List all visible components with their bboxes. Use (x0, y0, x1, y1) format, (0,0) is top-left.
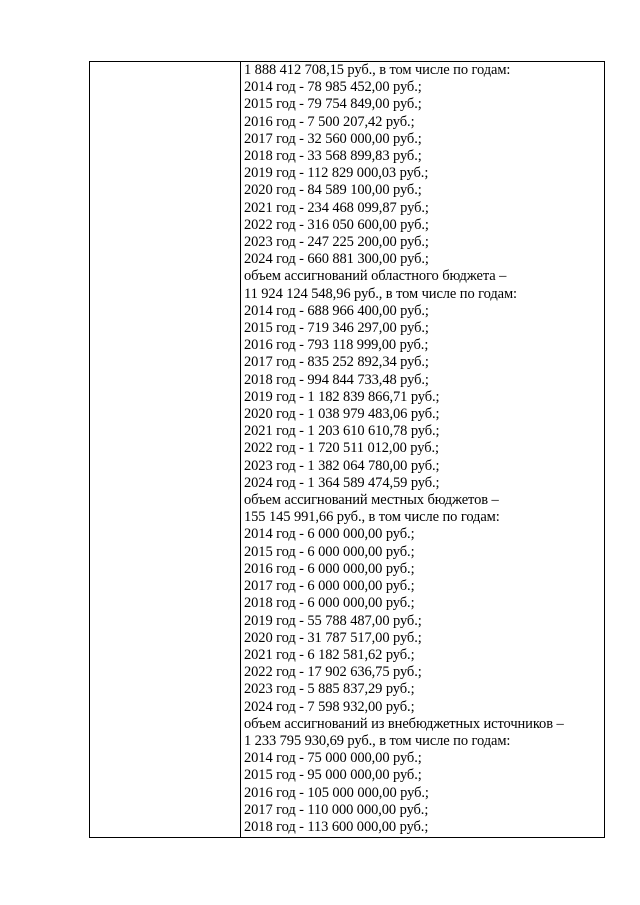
funding-line: 2022 год - 316 050 600,00 руб.; (244, 216, 429, 233)
funding-line: 2023 год - 1 382 064 780,00 руб.; (244, 457, 440, 474)
funding-line: 155 145 991,66 руб., в том числе по годам: (244, 509, 500, 526)
funding-line: 2015 год - 79 754 849,00 руб.; (244, 96, 422, 113)
funding-line: 2019 год - 55 788 487,00 руб.; (244, 612, 422, 629)
funding-line: объем ассигнований из внебюджетных источников – (244, 715, 564, 732)
funding-line: 2022 год - 1 720 511 012,00 руб.; (244, 440, 439, 457)
funding-line: 2021 год - 6 182 581,62 руб.; (244, 646, 415, 663)
table-value-cell (241, 62, 604, 837)
funding-line: 2014 год - 6 000 000,00 руб.; (244, 526, 415, 543)
funding-line: 2024 год - 7 598 932,00 руб.; (244, 698, 415, 715)
funding-line: 2023 год - 247 225 200,00 руб.; (244, 234, 429, 251)
funding-line: 2017 год - 6 000 000,00 руб.; (244, 578, 415, 595)
funding-line: 2022 год - 17 902 636,75 руб.; (244, 664, 422, 681)
funding-line: 2017 год - 110 000 000,00 руб.; (244, 801, 429, 818)
table-label-cell (90, 62, 241, 837)
funding-line: 2016 год - 105 000 000,00 руб.; (244, 784, 429, 801)
funding-line: 2021 год - 234 468 099,87 руб.; (244, 199, 429, 216)
funding-line: 2018 год - 113 600 000,00 руб.; (244, 818, 429, 835)
funding-line: 2014 год - 78 985 452,00 руб.; (244, 79, 422, 96)
funding-line: 2023 год - 5 885 837,29 руб.; (244, 681, 415, 698)
funding-line: 2016 год - 793 118 999,00 руб.; (244, 337, 429, 354)
funding-line: объем ассигнований областного бюджета – (244, 268, 507, 285)
funding-line: 2016 год - 7 500 207,42 руб.; (244, 113, 415, 130)
funding-line: 2019 год - 112 829 000,03 руб.; (244, 165, 429, 182)
funding-table (89, 61, 605, 838)
funding-line: 2019 год - 1 182 839 866,71 руб.; (244, 388, 440, 405)
funding-line: 2021 год - 1 203 610 610,78 руб.; (244, 423, 440, 440)
funding-line: 2024 год - 660 881 300,00 руб.; (244, 251, 429, 268)
funding-line: 2014 год - 75 000 000,00 руб.; (244, 750, 422, 767)
funding-line: 2015 год - 719 346 297,00 руб.; (244, 320, 429, 337)
funding-line: 2014 год - 688 966 400,00 руб.; (244, 302, 429, 319)
funding-line: 2016 год - 6 000 000,00 руб.; (244, 560, 415, 577)
funding-line: 1 888 412 708,15 руб., в том числе по годам: (244, 62, 511, 78)
funding-line: 2015 год - 6 000 000,00 руб.; (244, 543, 415, 560)
funding-line: 2017 год - 32 560 000,00 руб.; (244, 130, 422, 147)
funding-line: 2018 год - 33 568 899,83 руб.; (244, 148, 422, 165)
funding-line: 2015 год - 95 000 000,00 руб.; (244, 767, 422, 784)
funding-line: 2017 год - 835 252 892,34 руб.; (244, 354, 429, 371)
funding-line: 11 924 124 548,96 руб., в том числе по годам: (244, 285, 517, 302)
funding-line: 2018 год - 994 844 733,48 руб.; (244, 371, 429, 388)
funding-line: объем ассигнований местных бюджетов – (244, 492, 499, 509)
funding-line: 2020 год - 31 787 517,00 руб.; (244, 629, 422, 646)
funding-line: 2020 год - 1 038 979 483,06 руб.; (244, 406, 440, 423)
funding-line: 2024 год - 1 364 589 474,59 руб.; (244, 474, 440, 491)
funding-line: 1 233 795 930,69 руб., в том числе по годам: (244, 732, 511, 749)
funding-line: 2018 год - 6 000 000,00 руб.; (244, 595, 415, 612)
funding-line: 2020 год - 84 589 100,00 руб.; (244, 182, 422, 199)
